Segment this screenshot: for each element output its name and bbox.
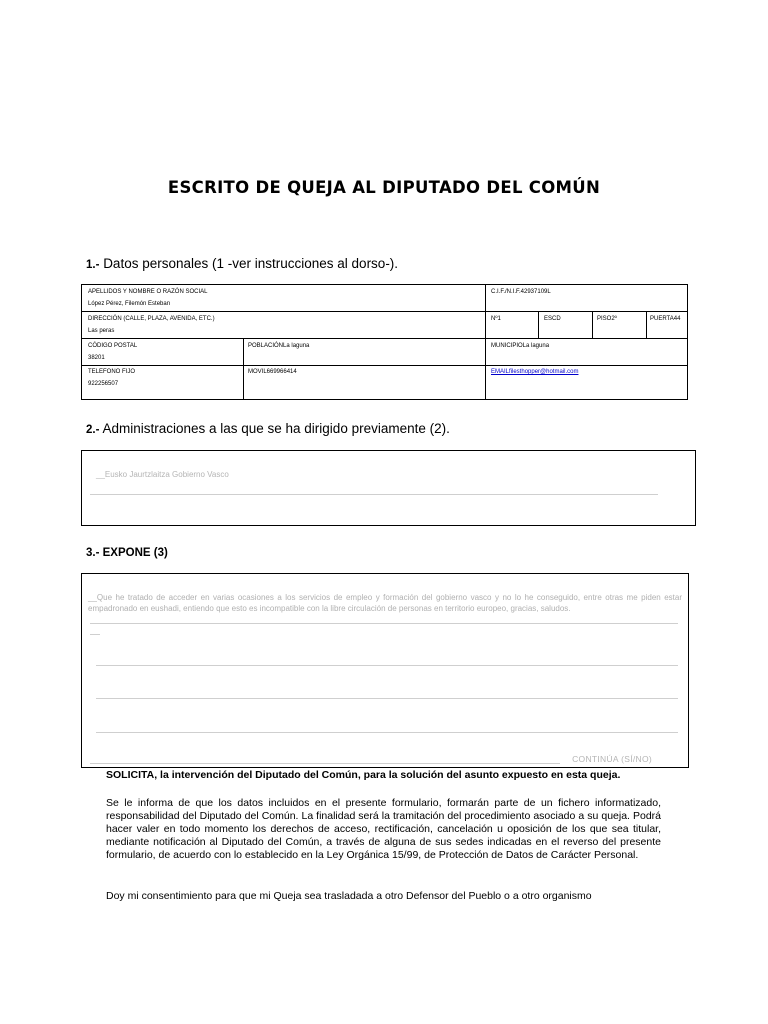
poblacion-cell[interactable] <box>248 342 309 350</box>
writing-line <box>90 494 658 495</box>
municipio-value: La laguna <box>522 343 550 349</box>
poblacion-value: La laguna <box>283 343 310 349</box>
postal-code-label: CÓDIGO POSTAL <box>88 343 138 349</box>
document-title: ESCRITO DE QUEJA AL DIPUTADO DEL COMÚN <box>167 178 601 197</box>
cif-cell[interactable] <box>491 288 551 296</box>
writing-line <box>90 623 678 624</box>
name-label: APELLIDOS Y NOMBRE O RAZÓN SOCIAL <box>88 289 208 295</box>
cif-value: 42937109L <box>520 289 551 295</box>
piso-label: PISO <box>597 316 612 322</box>
email-cell[interactable] <box>491 368 578 376</box>
address-label: DIRECCIÓN (CALLE, PLAZA, AVENIDA, ETC.) <box>88 316 215 322</box>
expone-text: __Que he tratado de acceder en varias ocasiones a los servicios de empleo y formación del gobierno vasco y no lo he conseguido, entre otras me piden estar empadronado en eushadi, entiendo que esto es incompatible con la libre circulación de personas en territorio europeo, gracias, saludos. <box>88 593 682 613</box>
phone-value: 922256507 <box>88 381 119 387</box>
number-label: Nº <box>491 316 498 322</box>
name-value: López Pérez, Filemón Esteban <box>88 301 171 307</box>
writing-line <box>96 665 678 666</box>
poblacion-label: POBLACIÓN <box>248 343 284 349</box>
escalera-label: ESCD <box>544 316 561 322</box>
number-value: 1 <box>497 316 501 322</box>
address-cell[interactable] <box>88 315 215 335</box>
solicita-statement: SOLICITA, la intervención del Diputado del Común, para la solución del asunto expuesto en esta queja. <box>106 769 621 781</box>
expone-field[interactable] <box>81 573 689 768</box>
section-2-number: 2.- <box>86 424 100 436</box>
puerta-label: PUERTA <box>650 316 674 322</box>
municipio-cell[interactable] <box>491 342 549 350</box>
postal-code-value: 38201 <box>88 355 105 361</box>
section-3-heading: 3.- EXPONE (3) <box>86 547 168 559</box>
mobile-cell[interactable] <box>248 368 297 376</box>
email-label: EMAIL <box>491 369 510 375</box>
privacy-notice: Se le informa de que los datos incluidos en el presente formulario, formarán parte de un fichero informatizado, responsabilidad del Diputado del Común. La finalidad será la tramitación del procedimiento asociado a su queja. Podrá hacer valer en todo momento los derechos de acceso, rectificación, cancelación u oposición de los que sea titular, mediante notificación al Diputado del Común, a través de alguna de sus sedes indicadas en el reverso del presente formulario, de acuerdo con lo establecido en la Ley Orgánica 15/99, de Protección de Datos de Carácter Personal. <box>106 797 661 861</box>
number-cell[interactable] <box>491 315 501 323</box>
phone-label: TELEFONO FIJO <box>88 369 136 375</box>
section-1-number: 1.- <box>86 259 100 271</box>
name-cell[interactable] <box>88 288 207 308</box>
mobile-label: MOVIL <box>248 369 267 375</box>
continua-indicator: CONTINÚA (SÍ/NO) <box>572 754 652 764</box>
piso-value: 2º <box>611 316 617 322</box>
phone-cell[interactable] <box>88 368 135 388</box>
writing-line <box>96 732 678 733</box>
section-1-title: Datos personales (1 -ver instrucciones al dorso-). <box>103 256 399 271</box>
escalera-cell[interactable] <box>544 315 561 323</box>
address-value: Las peras <box>88 328 115 334</box>
mobile-value: 669966414 <box>266 369 297 375</box>
cif-label: C.I.F./N.I.F. <box>491 289 521 295</box>
administrations-value: __Eusko Jaurtzlaitza Gobierno Vasco <box>96 470 229 479</box>
section-2-title: Administraciones a las que se ha dirigido previamente (2). <box>102 421 450 436</box>
piso-cell[interactable] <box>597 315 617 323</box>
consent-statement: Doy mi consentimiento para que mi Queja sea trasladada a otro Defensor del Pueblo o a otro organismo <box>106 890 592 902</box>
personal-data-table <box>81 284 688 400</box>
writing-line <box>90 634 100 635</box>
section-2-heading <box>86 421 450 436</box>
section-1-heading <box>86 256 398 271</box>
administrations-field[interactable] <box>81 450 696 526</box>
writing-line <box>90 763 560 764</box>
municipio-label: MUNICIPIO <box>491 343 523 349</box>
puerta-cell[interactable] <box>650 315 680 323</box>
puerta-value: 44 <box>673 316 681 322</box>
writing-line <box>96 698 678 699</box>
email-link[interactable]: filesthopper@hotmail.com <box>509 369 579 375</box>
postal-code-cell[interactable] <box>88 342 137 362</box>
